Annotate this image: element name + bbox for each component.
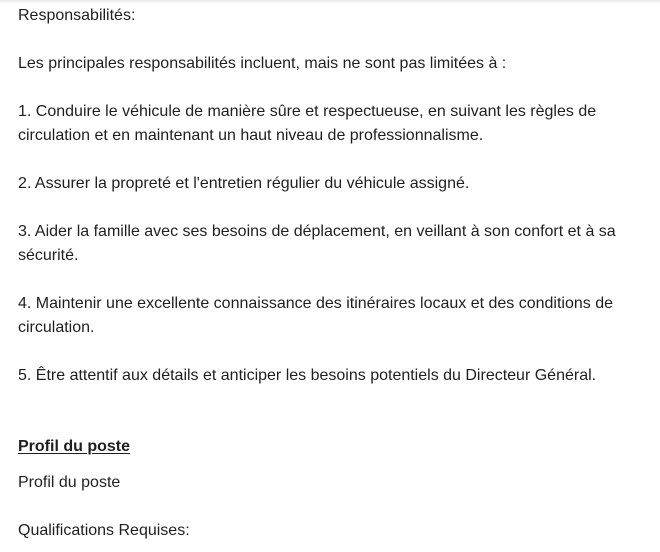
responsibility-item-2: 2. Assurer la propreté et l'entretien régulier du véhicule assigné. <box>18 175 470 192</box>
responsibility-item-3: 3. Aider la famille avec ses besoins de déplacement, en veillant à son confort et à sa sécurité. <box>18 223 616 264</box>
responsibilities-label: Responsabilités: <box>18 7 136 24</box>
responsibility-item-1: 1. Conduire le véhicule de manière sûre et respectueuse, en suivant les règles de circulation et en maintenant un haut niveau de professionnalisme. <box>18 103 597 144</box>
responsibility-item-4: 4. Maintenir une excellente connaissance des itinéraires locaux et des conditions de circulation. <box>18 295 614 336</box>
profile-heading: Profil du poste <box>18 438 130 455</box>
document-body <box>18 4 648 543</box>
responsibility-item-5: 5. Être attentif aux détails et anticiper les besoins potentiels du Directeur Général. <box>18 367 597 384</box>
qualifications-label: Qualifications Requises: <box>18 522 190 539</box>
profile-text: Profil du poste <box>18 474 121 491</box>
responsibilities-intro: Les principales responsabilités incluent, mais ne sont pas limitées à : <box>18 55 507 72</box>
